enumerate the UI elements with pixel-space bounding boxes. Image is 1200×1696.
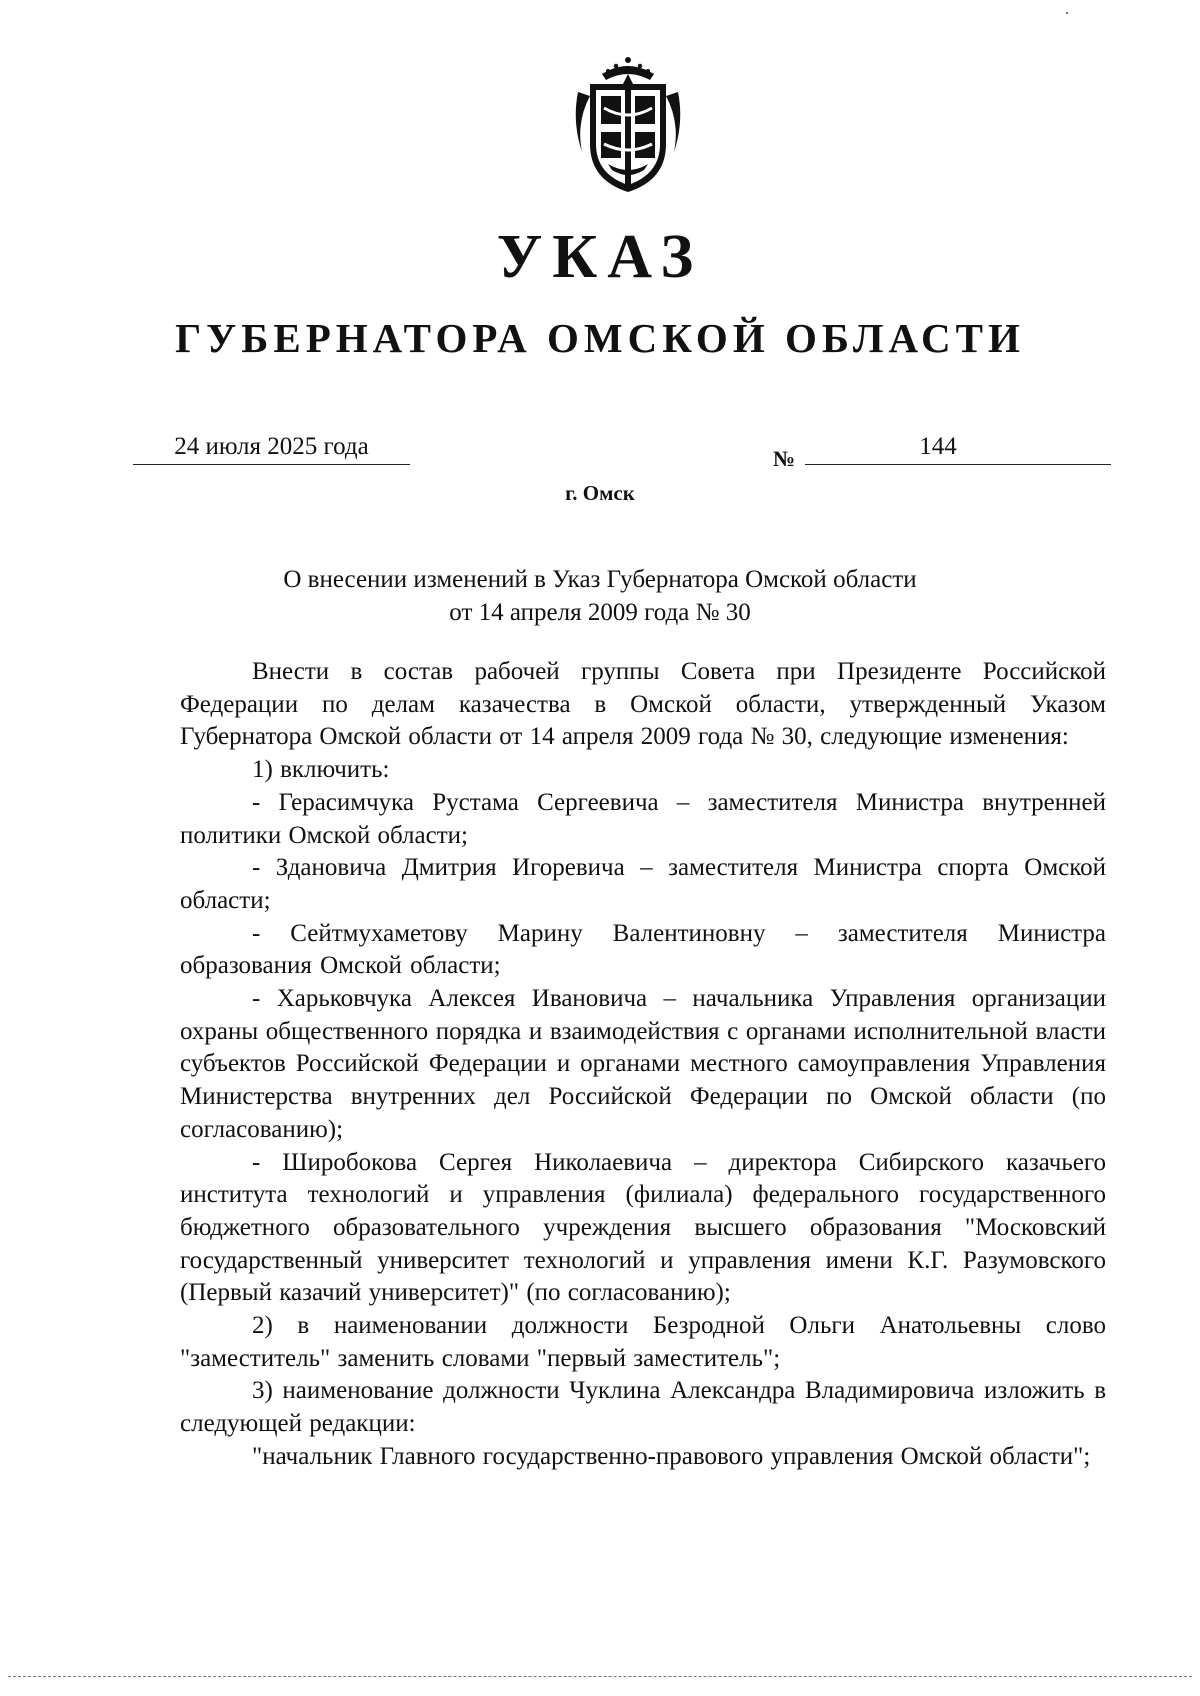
document-body bbox=[180, 656, 1106, 1474]
omsk-oblast-coat-of-arms-icon bbox=[568, 52, 688, 196]
paragraph-person-2: - Здановича Дмитрия Игоревича – заместителя Министра спорта Омской области; bbox=[180, 854, 1106, 914]
city: г. Омск bbox=[565, 481, 635, 505]
decree-date: 24 июля 2025 года bbox=[133, 432, 410, 465]
number-sign: № bbox=[773, 446, 796, 471]
paragraph-item-2: 2) в наименовании должности Безродной Ольги Анатольевны слово "заместитель" заменить словами "первый заместитель"; bbox=[180, 1312, 1106, 1372]
document-title-line-2: от 14 апреля 2009 года № 30 bbox=[449, 599, 751, 626]
scan-speck bbox=[1066, 12, 1068, 14]
paragraph-person-1: - Герасимчука Рустама Сергеевича – заместителя Министра внутренней политики Омской области; bbox=[180, 788, 1106, 849]
paragraph-item-1: 1) включить: bbox=[252, 756, 390, 784]
decree-number: 144 bbox=[805, 432, 1111, 465]
paragraph-intro: Внести в состав рабочей группы Совета при Президенте Российской Федерации по делам казачества в Омской области, утвержденный Указом Губернатора Омской области от 14 апреля 2009 года № 30, следующие изменения: bbox=[180, 658, 1106, 751]
paragraph-item-3: 3) наименование должности Чуклина Александра Владимировича изложить в следующей редакции: bbox=[180, 1377, 1106, 1438]
paragraph-person-3: - Сейтмухаметову Марину Валентиновну – заместителя Министра образования Омской области; bbox=[180, 919, 1106, 980]
paragraph-quote: "начальник Главного государственно-правового управления Омской области"; bbox=[252, 1442, 1091, 1470]
paragraph-person-4: - Харьковчука Алексея Ивановича – начальника Управления организации охраны общественного порядка и взаимодействия с органами исполнительной власти субъектов Российской Федерации и органами местного самоуправления Управления Министерства внутренних дел Российской Федерации по Омской области (по согласованию); bbox=[180, 985, 1106, 1143]
decree-title: УКАЗ bbox=[496, 223, 704, 291]
page-bottom-edge bbox=[8, 1676, 1192, 1677]
issuer-title: ГУБЕРНАТОРА ОМСКОЙ ОБЛАСТИ bbox=[175, 315, 1025, 361]
document-title bbox=[180, 563, 1020, 629]
paragraph-person-5: - Широбокова Сергея Николаевича – директора Сибирского казачьего института технологий и управления (филиала) федерального государственного бюджетного образовательного учреждения высшего образования "Московский государственный университет технологий и управления имени К.Г. Разумовского (Первый казачий университет)" (по согласованию); bbox=[180, 1148, 1106, 1307]
document-title-line-1: О внесении изменений в Указ Губернатора Омской области bbox=[283, 566, 917, 593]
